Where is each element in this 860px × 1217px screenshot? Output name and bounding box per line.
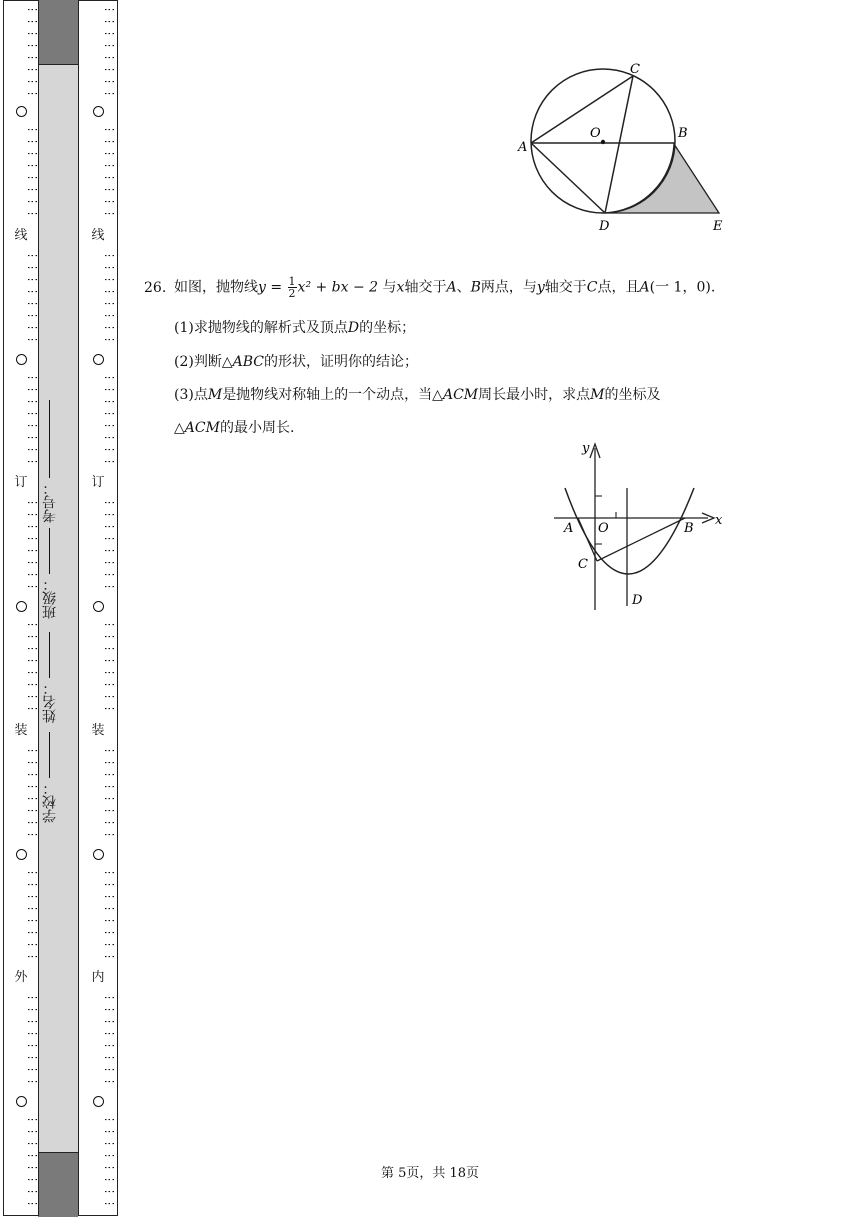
ring-icon	[93, 1096, 104, 1107]
ring-icon	[16, 106, 27, 117]
ring-mark	[3, 354, 39, 365]
label-c: C	[578, 557, 588, 572]
ring-icon	[16, 354, 27, 365]
chord-ac	[531, 76, 633, 143]
dotted-line: ⋮⋮⋮⋮⋮⋮⋮⋮	[103, 4, 116, 100]
label-o: O	[590, 126, 601, 141]
dotted-line: ⋮⋮⋮⋮⋮⋮⋮⋮	[26, 4, 39, 100]
class-blank	[50, 528, 51, 574]
name-field[interactable]	[40, 632, 76, 723]
ring-mark	[80, 106, 116, 117]
dotted-line: ⋮⋮⋮⋮⋮⋮⋮⋮	[103, 1114, 116, 1210]
ring-icon	[16, 849, 27, 860]
outer-seal-column	[3, 0, 39, 1216]
ring-mark	[3, 106, 39, 117]
class-field[interactable]	[40, 528, 76, 619]
question-26-stem: 26. 如图，抛物线y = $\frac{1}{2}$ x² + bx − 2 与x轴交于A、B两点，与y轴交于C点，且A(一 1，0).	[144, 275, 716, 300]
dotted-line: ⋮⋮⋮⋮⋮⋮⋮⋮	[26, 992, 39, 1088]
segment-ac	[578, 518, 597, 561]
seal-label-zhuang: 装	[91, 723, 105, 738]
formula-rest: x² + bx − 2	[297, 279, 379, 296]
circle-geometry-figure	[512, 60, 742, 240]
dotted-line: ⋮⋮⋮⋮⋮⋮⋮⋮	[26, 372, 39, 468]
dotted-line: ⋮⋮⋮⋮⋮⋮⋮⋮	[26, 867, 39, 963]
dotted-line: ⋮⋮⋮⋮⋮⋮⋮⋮	[103, 745, 116, 841]
ring-icon	[93, 354, 104, 365]
dotted-line: ⋮⋮⋮⋮⋮⋮⋮⋮	[26, 745, 39, 841]
label-a: A	[564, 521, 574, 536]
ring-icon	[16, 1096, 27, 1107]
ring-mark	[3, 1096, 39, 1107]
ring-mark	[80, 849, 116, 860]
page-footer: 第 5页，共 18页	[380, 1166, 480, 1181]
seal-label-wai: 外	[14, 970, 28, 985]
ring-icon	[93, 601, 104, 612]
dotted-line: ⋮⋮⋮⋮⋮⋮⋮⋮	[26, 497, 39, 593]
dotted-line: ⋮⋮⋮⋮⋮⋮⋮⋮	[103, 250, 116, 346]
dotted-line: ⋮⋮⋮⋮⋮⋮⋮⋮	[103, 372, 116, 468]
parabola-figure	[548, 436, 728, 616]
label-e: E	[713, 219, 723, 234]
school-field[interactable]	[40, 732, 76, 823]
dotted-line: ⋮⋮⋮⋮⋮⋮⋮⋮	[26, 1114, 39, 1210]
ring-mark	[3, 849, 39, 860]
formula-y: y =	[258, 279, 283, 296]
label-a: A	[518, 140, 528, 155]
seal-label-zhuang: 装	[14, 723, 28, 738]
question-26-part-3: (3)点M是抛物线对称轴上的一个动点，当△ACM周长最小时，求点M的坐标及	[174, 387, 661, 403]
seal-label-ding: 订	[91, 475, 105, 490]
dotted-line: ⋮⋮⋮⋮⋮⋮⋮⋮	[103, 619, 116, 715]
question-26-part-3-continued: △ACM的最小周长.	[174, 420, 295, 436]
label-b: B	[678, 126, 688, 141]
label-b: B	[684, 521, 694, 536]
dotted-line: ⋮⋮⋮⋮⋮⋮⋮⋮	[26, 124, 39, 220]
label-d: D	[599, 219, 610, 234]
dotted-line: ⋮⋮⋮⋮⋮⋮⋮⋮	[26, 619, 39, 715]
chord-cd	[605, 76, 633, 213]
school-label: 学校：	[42, 781, 58, 823]
question-26-part-1: (1)求抛物线的解析式及顶点D的坐标；	[174, 320, 416, 336]
ring-icon	[93, 849, 104, 860]
dotted-line: ⋮⋮⋮⋮⋮⋮⋮⋮	[103, 124, 116, 220]
exam-number-field[interactable]	[40, 400, 76, 523]
ring-icon	[16, 601, 27, 612]
label-c: C	[630, 62, 640, 77]
seal-label-xian: 线	[14, 228, 28, 243]
ring-mark	[3, 601, 39, 612]
question-number: 26.	[144, 279, 167, 296]
label-o: O	[598, 521, 609, 536]
stem-text: 如图，抛物线	[174, 279, 258, 296]
name-blank	[50, 632, 51, 678]
binding-band-top-block	[38, 0, 78, 65]
label-y: y	[582, 441, 590, 456]
fraction-one-half: $\frac{1}{2}$	[288, 275, 296, 300]
dotted-line: ⋮⋮⋮⋮⋮⋮⋮⋮	[103, 497, 116, 593]
dotted-line: ⋮⋮⋮⋮⋮⋮⋮⋮	[103, 867, 116, 963]
exam-number-label: 考号：	[42, 481, 58, 523]
school-blank	[50, 732, 51, 778]
label-d: D	[632, 593, 643, 608]
ring-icon	[93, 106, 104, 117]
ring-mark	[80, 1096, 116, 1107]
class-label: 班级：	[42, 577, 58, 619]
ring-mark	[80, 354, 116, 365]
exam-number-blank	[50, 400, 51, 478]
question-26-part-2: (2)判断△ABC的形状，证明你的结论；	[174, 354, 418, 370]
seal-label-nei: 内	[91, 970, 105, 985]
inner-seal-column	[80, 0, 116, 1216]
label-x: x	[715, 513, 723, 528]
ring-mark	[80, 601, 116, 612]
seal-label-xian: 线	[91, 228, 105, 243]
seal-label-ding: 订	[14, 475, 28, 490]
student-info-fields	[40, 380, 76, 840]
shaded-region	[605, 144, 719, 213]
dotted-line: ⋮⋮⋮⋮⋮⋮⋮⋮	[26, 250, 39, 346]
segment-cb	[597, 518, 685, 561]
center-point	[601, 140, 605, 144]
name-label: 姓名：	[42, 681, 58, 723]
dotted-line: ⋮⋮⋮⋮⋮⋮⋮⋮	[103, 992, 116, 1088]
